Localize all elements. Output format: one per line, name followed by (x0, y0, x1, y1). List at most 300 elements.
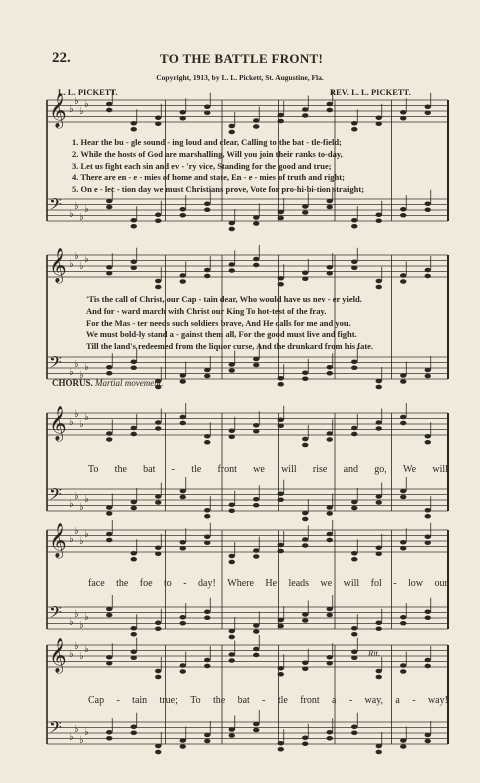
note-head (376, 675, 382, 680)
note-head (180, 669, 186, 674)
note-head (425, 658, 431, 663)
note-head (376, 426, 382, 431)
note-head (376, 420, 382, 425)
flat-sign: ♭ (74, 359, 79, 370)
bass-clef: 𝄢 (49, 602, 62, 626)
note-head (327, 365, 333, 370)
flat-sign: ♭ (84, 99, 89, 110)
note-head (155, 426, 161, 431)
flat-sign: ♭ (84, 644, 89, 655)
note-head (204, 508, 210, 513)
bass-clef: 𝄢 (49, 717, 62, 741)
note-head (278, 423, 284, 428)
note-head (131, 632, 137, 637)
lyric-syllable: We (403, 464, 417, 475)
note-head (278, 624, 284, 629)
hymn-title: TO THE BATTLE FRONT! (160, 51, 324, 66)
flat-sign: ♭ (74, 526, 79, 537)
flat-sign: ♭ (69, 499, 74, 510)
lyric-syllable: and (343, 464, 359, 475)
lyric-syllable: leads (288, 578, 310, 589)
flat-sign: ♭ (74, 491, 79, 502)
note-head (204, 658, 210, 663)
note-head (106, 265, 112, 270)
note-head (351, 500, 357, 505)
note-head (253, 363, 259, 368)
note-head (302, 370, 308, 375)
note-head (253, 221, 259, 226)
note-head (351, 426, 357, 431)
note-head (204, 733, 210, 738)
note-head (400, 116, 406, 121)
note-head (351, 626, 357, 631)
flat-sign: ♭ (74, 641, 79, 652)
note-head (180, 207, 186, 212)
note-head (253, 429, 259, 434)
flat-sign: ♭ (69, 417, 74, 428)
note-head (278, 543, 284, 548)
tempo-direction: Martial movement. (95, 378, 164, 388)
note-head (425, 739, 431, 744)
note-head (400, 663, 406, 668)
note-head (425, 609, 431, 614)
note-head (106, 437, 112, 442)
verse-line: 'Tis the call of Christ, our Cap - tain dear, Who would have us nev - er yield. (86, 294, 362, 304)
note-head (400, 110, 406, 115)
note-head (302, 276, 308, 281)
note-head (302, 204, 308, 209)
note-head (351, 649, 357, 654)
note-head (400, 744, 406, 749)
note-head (351, 259, 357, 264)
note-head (204, 664, 210, 669)
note-head (302, 443, 308, 448)
note-head (180, 379, 186, 384)
note-head (204, 434, 210, 439)
note-head (204, 514, 210, 519)
note-head (229, 434, 235, 439)
note-head (253, 503, 259, 508)
note-head (131, 265, 137, 270)
note-head (278, 113, 284, 118)
note-head (253, 548, 259, 553)
lyric-syllable: go, (374, 464, 387, 475)
lyric-syllable: - (412, 695, 416, 706)
note-head (204, 268, 210, 273)
note-head (327, 431, 333, 436)
note-head (106, 655, 112, 660)
note-head (425, 733, 431, 738)
note-head (180, 495, 186, 500)
note-head (425, 110, 431, 115)
note-head (376, 669, 382, 674)
note-head (204, 207, 210, 212)
note-head (351, 632, 357, 637)
note-head (180, 373, 186, 378)
lyric-syllable: - (171, 464, 175, 475)
lyric-syllable: the (116, 578, 129, 589)
note-head (278, 666, 284, 671)
note-head (155, 494, 161, 499)
lyric-syllable: Cap (88, 695, 105, 706)
note-head (180, 415, 186, 420)
treble-clef: 𝄞 (49, 93, 67, 128)
note-head (204, 110, 210, 115)
note-head (278, 382, 284, 387)
note-head (229, 658, 235, 663)
note-head (253, 357, 259, 362)
note-head (253, 263, 259, 268)
note-head (155, 121, 161, 126)
lyric-syllable: our (434, 578, 448, 589)
flat-sign: ♭ (79, 370, 84, 381)
note-head (425, 534, 431, 539)
note-head (106, 736, 112, 741)
note-head (180, 421, 186, 426)
note-head (327, 532, 333, 537)
note-head (229, 727, 235, 732)
note-head (351, 557, 357, 562)
lyric-syllable: way, (364, 695, 384, 706)
note-head (253, 118, 259, 123)
note-head (351, 224, 357, 229)
lyric-syllable: bat (143, 464, 156, 475)
lyric-syllable: low (408, 578, 424, 589)
flat-sign: ♭ (84, 204, 89, 215)
bass-clef: 𝄢 (49, 352, 62, 376)
note-head (131, 500, 137, 505)
chorus-lyric-line-3 (88, 695, 448, 706)
note-head (229, 733, 235, 738)
note-head (425, 664, 431, 669)
note-head (106, 271, 112, 276)
note-head (302, 666, 308, 671)
note-head (400, 489, 406, 494)
note-head (351, 265, 357, 270)
flat-sign: ♭ (84, 727, 89, 738)
note-head (204, 274, 210, 279)
flat-sign: ♭ (79, 261, 84, 272)
note-head (229, 560, 235, 565)
note-head (351, 218, 357, 223)
note-head (131, 426, 137, 431)
flat-sign: ♭ (69, 617, 74, 628)
note-head (327, 730, 333, 735)
treble-clef: 𝄞 (49, 523, 67, 558)
lyric-syllable: - (116, 695, 120, 706)
note-head (204, 739, 210, 744)
note-head (376, 218, 382, 223)
note-head (131, 649, 137, 654)
note-head (278, 210, 284, 215)
lyric-syllable: will (343, 578, 360, 589)
flat-sign: ♭ (79, 502, 84, 513)
note-head (400, 615, 406, 620)
note-head (302, 741, 308, 746)
note-head (278, 216, 284, 221)
hymn-number: 22. (52, 50, 71, 66)
note-head (351, 730, 357, 735)
note-head (229, 262, 235, 267)
flat-sign: ♭ (79, 212, 84, 223)
treble-clef: 𝄞 (49, 638, 67, 673)
note-head (229, 428, 235, 433)
note-head (302, 270, 308, 275)
note-head (302, 660, 308, 665)
treble-clef: 𝄞 (49, 406, 67, 441)
note-head (278, 376, 284, 381)
note-head (400, 379, 406, 384)
note-head (131, 551, 137, 556)
note-head (376, 500, 382, 505)
flat-sign: ♭ (74, 609, 79, 620)
note-head (376, 212, 382, 217)
flat-sign: ♭ (84, 494, 89, 505)
note-head (351, 724, 357, 729)
note-head (204, 374, 210, 379)
note-head (400, 207, 406, 212)
note-head (425, 274, 431, 279)
note-head (376, 121, 382, 126)
lyricist-credit: REV. L. L. PICKETT. (330, 87, 411, 97)
verse-line: We must bold-ly stand a - gainst them all, For the good must live and fight. (86, 329, 357, 340)
note-head (155, 620, 161, 625)
note-head (180, 621, 186, 626)
note-head (180, 213, 186, 218)
note-head (376, 620, 382, 625)
note-head (278, 618, 284, 623)
note-head (180, 279, 186, 284)
note-head (302, 735, 308, 740)
note-head (155, 551, 161, 556)
lyric-syllable: the (114, 464, 127, 475)
bass-clef: 𝄢 (49, 484, 62, 508)
note-head (155, 626, 161, 631)
note-head (204, 104, 210, 109)
note-head (180, 738, 186, 743)
flat-sign: ♭ (69, 259, 74, 270)
note-head (327, 511, 333, 516)
note-head (327, 371, 333, 376)
note-head (106, 607, 112, 612)
note-head (302, 618, 308, 623)
note-head (425, 368, 431, 373)
note-head (376, 385, 382, 390)
flat-sign: ♭ (84, 254, 89, 265)
note-head (302, 437, 308, 442)
note-head (253, 728, 259, 733)
note-head (302, 612, 308, 617)
verse-line: For the Mas - ter needs such soldiers brave, And He calls for me and you. (86, 317, 351, 328)
note-head (106, 102, 112, 107)
note-head (376, 494, 382, 499)
note-head (229, 554, 235, 559)
note-head (131, 121, 137, 126)
note-head (400, 621, 406, 626)
note-head (376, 285, 382, 290)
note-head (229, 221, 235, 226)
note-head (425, 615, 431, 620)
note-head (327, 736, 333, 741)
note-head (155, 500, 161, 505)
copyright-notice: Copyright, 1913, by L. L. Pickett, St. Augustine, Fla. (156, 73, 324, 82)
flat-sign: ♭ (79, 536, 84, 547)
note-head (351, 655, 357, 660)
note-head (351, 506, 357, 511)
lyric-syllable: - (262, 695, 266, 706)
lyric-syllable: front (217, 464, 237, 475)
composer-credit: L. L. PICKETT. (58, 87, 118, 97)
lyric-syllable: tle (277, 695, 288, 706)
note-head (106, 371, 112, 376)
note-head (425, 201, 431, 206)
note-head (425, 440, 431, 445)
verse-line: 1. Hear the bu - gle sound - ing loud and clear, Calling to the bat - tle-field; (72, 137, 342, 147)
verse-block-second (86, 294, 373, 353)
flat-sign: ♭ (79, 735, 84, 746)
flat-sign: ♭ (74, 724, 79, 735)
note-head (425, 540, 431, 545)
note-head (106, 730, 112, 735)
note-head (180, 540, 186, 545)
note-head (400, 495, 406, 500)
note-head (131, 730, 137, 735)
note-head (327, 437, 333, 442)
note-head (400, 373, 406, 378)
note-head (425, 268, 431, 273)
note-head (131, 365, 137, 370)
note-head (376, 379, 382, 384)
note-head (106, 532, 112, 537)
flat-sign: ♭ (84, 612, 89, 623)
note-head (229, 130, 235, 135)
note-head (302, 107, 308, 112)
note-head (425, 207, 431, 212)
note-head (229, 124, 235, 129)
chorus-heading (52, 378, 164, 388)
flat-sign: ♭ (74, 409, 79, 420)
lyric-syllable: tain (132, 695, 148, 706)
flat-sign: ♭ (69, 732, 74, 743)
note-head (253, 124, 259, 129)
verse-line: 3. Let us fight each sin and ev - 'ry vice, Standing for the good and true; (72, 160, 332, 171)
note-head (253, 423, 259, 428)
chorus-lyric-line-1 (88, 464, 448, 475)
lyric-syllable: He (265, 578, 278, 589)
note-head (131, 506, 137, 511)
note-head (229, 368, 235, 373)
note-head (229, 268, 235, 273)
note-head (400, 540, 406, 545)
note-head (229, 362, 235, 367)
note-head (106, 205, 112, 210)
note-head (131, 224, 137, 229)
note-head (229, 508, 235, 513)
note-head (180, 110, 186, 115)
lyric-syllable: front (300, 695, 320, 706)
note-head (155, 675, 161, 680)
note-head (376, 279, 382, 284)
lyric-syllable: - (348, 695, 353, 706)
lyric-syllable: true; (159, 695, 178, 706)
note-head (131, 655, 137, 660)
bass-clef: 𝄢 (49, 194, 62, 218)
treble-clef: 𝄞 (49, 248, 67, 283)
note-head (253, 215, 259, 220)
note-head (180, 273, 186, 278)
lyric-syllable: to (164, 578, 172, 589)
note-head (278, 491, 284, 496)
flat-sign: ♭ (84, 412, 89, 423)
verse-block-first (72, 137, 364, 196)
note-head (278, 282, 284, 287)
flat-sign: ♭ (69, 104, 74, 115)
note-head (327, 607, 333, 612)
note-head (229, 635, 235, 640)
note-head (376, 545, 382, 550)
flat-sign: ♭ (79, 620, 84, 631)
note-head (204, 615, 210, 620)
note-head (131, 432, 137, 437)
note-head (106, 108, 112, 113)
lyric-syllable: foe (139, 578, 153, 589)
note-head (376, 744, 382, 749)
note-head (400, 273, 406, 278)
verse-line: 2. While the hosts of God are marshalling, Will you join their ranks to-day, (72, 148, 343, 159)
note-head (155, 279, 161, 284)
note-head (278, 119, 284, 124)
verse-line: 5. On e - lec - tion day we must Christians prove, Vote for pro-hi-bi-tion straight; (72, 184, 365, 195)
note-head (155, 669, 161, 674)
lyric-syllable: will (432, 464, 448, 475)
flat-sign: ♭ (69, 209, 74, 220)
note-head (351, 432, 357, 437)
lyric-syllable: a (332, 695, 337, 706)
lyric-syllable: - (393, 578, 397, 589)
lyric-syllable: rise (312, 464, 328, 475)
note-head (278, 741, 284, 746)
note-head (155, 212, 161, 217)
note-head (253, 647, 259, 652)
note-head (278, 497, 284, 502)
note-head (253, 497, 259, 502)
note-head (302, 376, 308, 381)
note-head (376, 115, 382, 120)
note-head (327, 538, 333, 543)
note-head (302, 537, 308, 542)
note-head (229, 502, 235, 507)
note-head (155, 545, 161, 550)
note-head (327, 655, 333, 660)
note-head (351, 359, 357, 364)
note-head (425, 508, 431, 513)
lyric-syllable: a (395, 695, 400, 706)
note-head (106, 199, 112, 204)
lyric-syllable: Where (227, 578, 254, 589)
flat-sign: ♭ (74, 251, 79, 262)
flat-sign: ♭ (69, 649, 74, 660)
lyric-syllable: we (320, 578, 333, 589)
note-head (204, 368, 210, 373)
note-head (253, 257, 259, 262)
lyric-syllable: will (281, 464, 297, 475)
note-head (180, 116, 186, 121)
note-head (327, 271, 333, 276)
note-head (327, 661, 333, 666)
note-head (302, 517, 308, 522)
note-head (376, 551, 382, 556)
flat-sign: ♭ (69, 367, 74, 378)
